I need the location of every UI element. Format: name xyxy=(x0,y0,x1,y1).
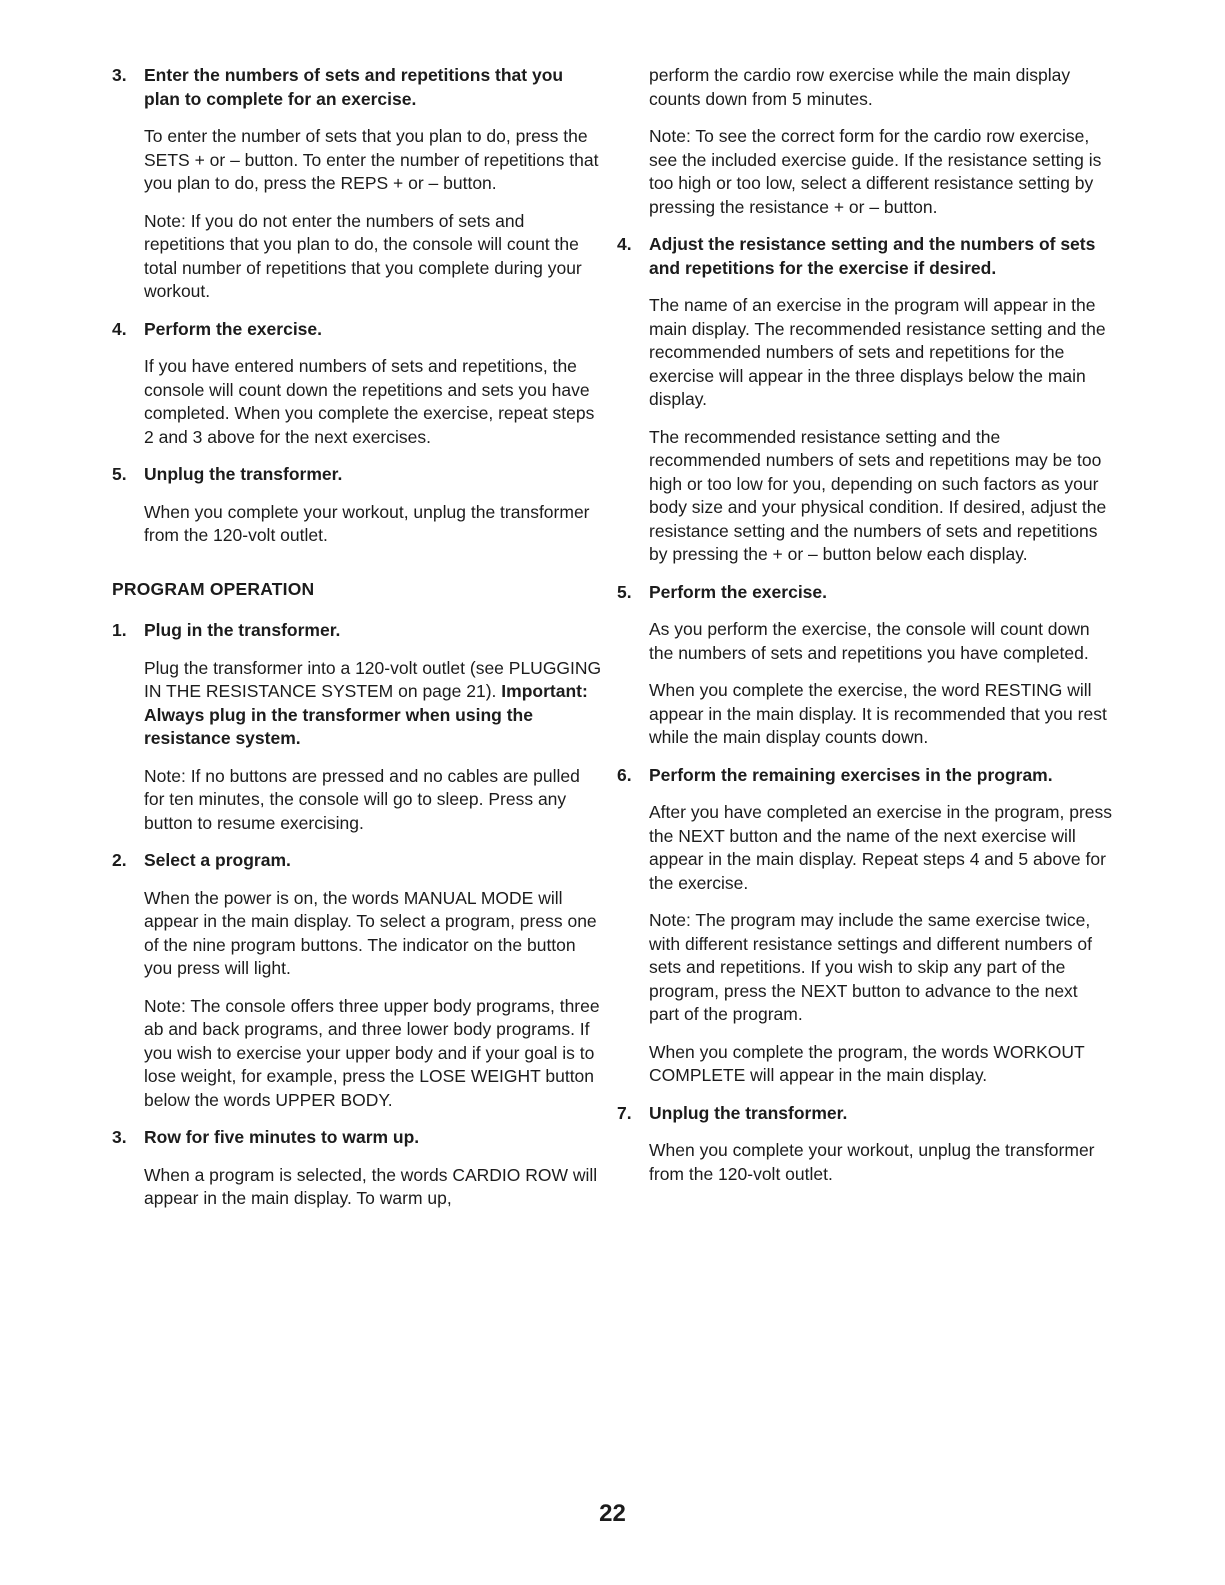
program-step-7 xyxy=(617,1102,1112,1187)
program-step-5 xyxy=(617,581,1112,750)
paragraph: When you complete your workout, unplug the transformer from the 120-volt outlet. xyxy=(144,501,590,545)
step-heading: Row for five minutes to warm up. xyxy=(144,1127,420,1147)
step-heading: Select a program. xyxy=(144,850,291,870)
step-heading: Unplug the transformer. xyxy=(649,1102,848,1123)
paragraph: After you have completed an exercise in the program, press the NEXT button and the name of the next exercise will appear in the main display. Repeat steps 4 and 5 above for the exercise. xyxy=(649,802,1113,893)
program-step-1 xyxy=(112,619,602,835)
paragraph: To enter the number of sets that you plan to do, press the SETS + or – button. To enter the number of repetitions that you plan to do, press the REPS + or – button. xyxy=(144,126,599,193)
step-number: 4. xyxy=(112,318,127,339)
right-column xyxy=(617,64,1112,1200)
step-heading: Plug in the transformer. xyxy=(144,620,341,640)
step-number: 5. xyxy=(112,464,127,484)
important-note: Important: Always plug in the transformer when using the resistance system. xyxy=(144,681,588,748)
program-step-3 xyxy=(112,1126,602,1211)
paragraph: When a program is selected, the words CARDIO ROW will appear in the main display. To warm up, xyxy=(144,1164,598,1208)
section-title: PROGRAM OPERATION xyxy=(112,578,315,599)
step-number: 3. xyxy=(112,1127,127,1147)
paragraph: As you perform the exercise, the console will count down the numbers of sets and repetitions you have completed. xyxy=(649,619,1090,663)
note-paragraph: Note: The program may include the same exercise twice, with different resistance settings and different numbers of sets and repetitions. If you wish to skip any part of the program, press the NEXT button to advance to the next part of the program. xyxy=(649,910,1092,1024)
step-3-sets-reps xyxy=(112,64,602,304)
paragraph: The recommended resistance setting and the recommended numbers of sets and repetitions may be too high or too low for you, depending on such factors as your body size and your physical condition. If desired, adjust the resistance setting and the numbers of sets and repetitions by pressing the + or – button below each display. xyxy=(649,426,1107,564)
note-paragraph: Note: If you do not enter the numbers of sets and repetitions that you plan to do, the console will count the total number of repetitions that you complete during your workout. xyxy=(144,210,582,301)
paragraph: When you complete the exercise, the word RESTING will appear in the main display. It is recommended that you rest while the main display counts down. xyxy=(649,680,1107,747)
program-step-3-continued xyxy=(617,64,1112,219)
paragraph: When you complete the program, the words WORKOUT COMPLETE will appear in the main display. xyxy=(649,1041,1085,1085)
step-number: 2. xyxy=(112,850,127,870)
paragraph: When you complete your workout, unplug the transformer from the 120-volt outlet. xyxy=(649,1140,1095,1184)
paragraph: When the power is on, the words MANUAL MODE will appear in the main display. To select a program, press one of the nine program buttons. The indicator on the button you press will light. xyxy=(144,887,597,978)
step-heading: Unplug the transformer. xyxy=(144,464,343,484)
note-paragraph: Note: If no buttons are pressed and no cables are pulled for ten minutes, the console will go to sleep. Press any button to resume exercising. xyxy=(144,765,580,833)
note-paragraph: Note: To see the correct form for the cardio row exercise, see the included exercise guide. If the resistance setting is too high or too low, select a different resistance setting by pressing the resistance + or – button. xyxy=(649,126,1102,217)
step-heading: Perform the exercise. xyxy=(649,581,828,602)
step-number: 1. xyxy=(112,620,127,640)
left-column xyxy=(112,64,602,1225)
step-number: 7. xyxy=(617,1102,632,1123)
step-number: 6. xyxy=(617,764,632,785)
step-number: 4. xyxy=(617,234,632,254)
step-4-perform xyxy=(112,318,602,450)
program-step-2 xyxy=(112,849,602,1112)
program-step-4 xyxy=(617,233,1112,567)
step-heading: Perform the exercise. xyxy=(144,318,323,339)
paragraph: If you have entered numbers of sets and repetitions, the console will count down the repetitions and sets you have completed. When you complete the exercise, repeat steps 2 and 3 above for the next exercises. xyxy=(144,356,595,447)
step-heading: Adjust the resistance setting and the numbers of sets and repetitions for the exercise if desired. xyxy=(649,234,1096,278)
paragraph: perform the cardio row exercise while the main display counts down from 5 minutes. xyxy=(649,65,1071,109)
program-step-6 xyxy=(617,764,1112,1088)
note-paragraph: Note: The console offers three upper body programs, three ab and back programs, and three lower body programs. If you wish to exercise your upper body and if your goal is to lose weight, for example, press the LOSE WEIGHT button below the words UPPER BODY. xyxy=(144,995,600,1110)
paragraph: The name of an exercise in the program will appear in the main display. The recommended resistance setting and the recommended numbers of sets and repetitions for the exercise will appear in the three displays below the main display. xyxy=(649,295,1106,409)
page-number: 22 xyxy=(599,1500,626,1527)
step-5-unplug xyxy=(112,463,602,548)
step-heading: Enter the numbers of sets and repetitions that you plan to complete for an exercise. xyxy=(144,65,564,109)
step-number: 5. xyxy=(617,581,632,602)
paragraph-text: Plug the transformer into a 120-volt outlet (see PLUGGING IN THE RESISTANCE SYSTEM on page 21). xyxy=(144,657,602,701)
paragraph xyxy=(144,657,602,751)
step-number: 3. xyxy=(112,65,127,85)
step-heading: Perform the remaining exercises in the program. xyxy=(649,764,1053,785)
